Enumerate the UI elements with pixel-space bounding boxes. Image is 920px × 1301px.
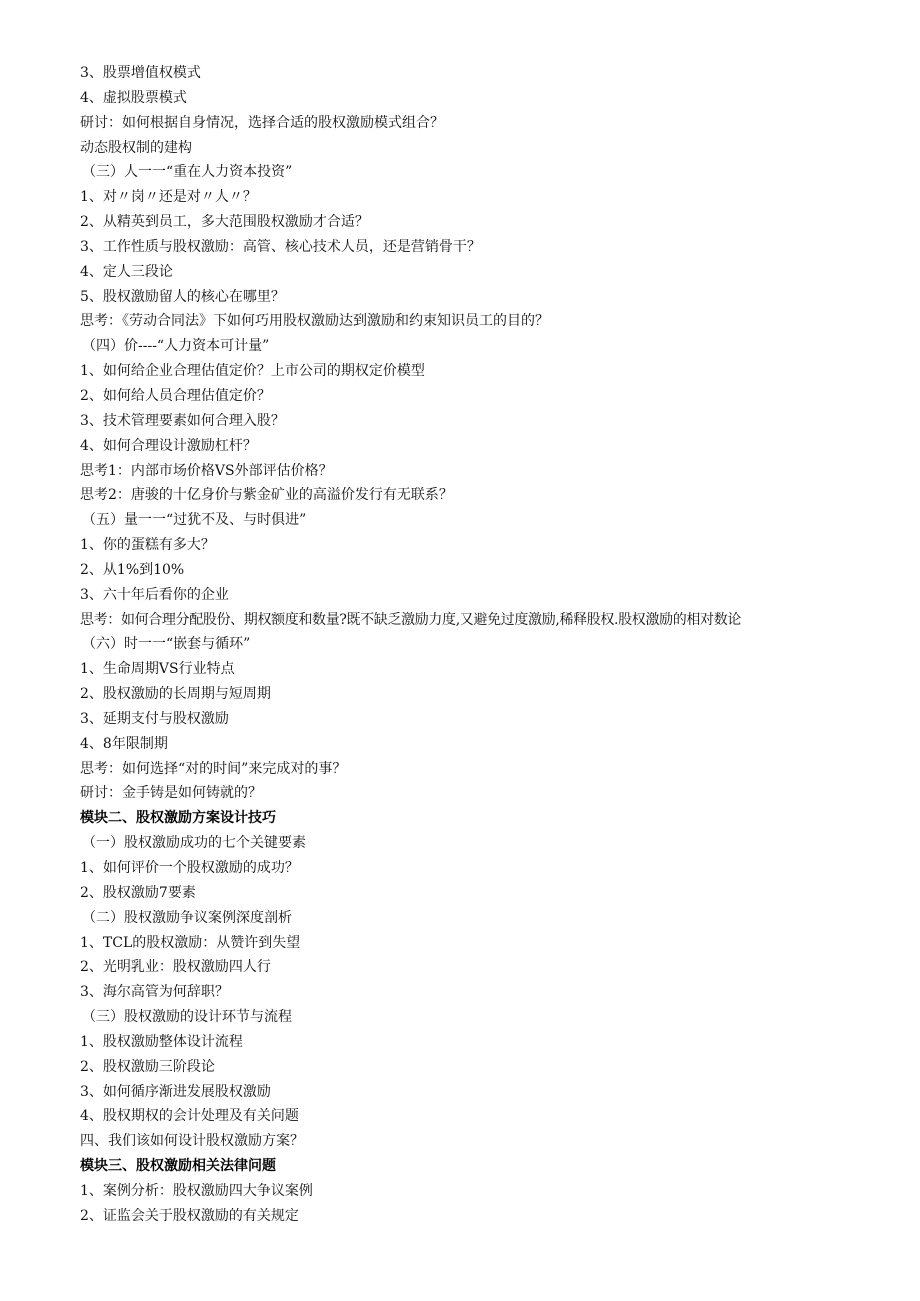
- text-line: 4、虚拟股票模式: [80, 89, 187, 106]
- text-line: 5、股权激励留人的核心在哪里？: [80, 288, 285, 305]
- text-line: 1、如何评价一个股权激励的成功？: [80, 860, 299, 876]
- subsection-heading: （六）时一一“嵌套与循环”: [82, 636, 251, 653]
- text-line: 3、如何循序渐进发展股权激励: [80, 1083, 271, 1100]
- text-line: 2、股权激励三阶段论: [80, 1058, 215, 1075]
- text-line: 3、海尔高管为何辞职？: [80, 984, 229, 1001]
- text-line: 4、如何合理设计激励杠杆？: [80, 437, 257, 454]
- text-line: 2、从精英到员工，多大范围股权激励才合适？: [80, 214, 369, 231]
- text-line: 思考：如何选择“对的时间”来完成对的事？: [80, 760, 347, 777]
- text-line: 1、你的蛋糕有多大？: [80, 537, 215, 554]
- text-line: 1、生命周期VS行业特点: [80, 661, 235, 678]
- text-line: 3、股票增值权模式: [80, 65, 201, 81]
- subsection-heading: （三）人一一“重在人力资本投资”: [82, 164, 293, 181]
- text-line: 研讨：金手铸是如何铸就的？: [80, 785, 262, 802]
- subsection-heading: （三）股权激励的设计环节与流程: [82, 1009, 292, 1026]
- text-line: 1、TCL的股权激励：从赞许到失望: [80, 934, 301, 951]
- text-line: 2、从1%到10%: [80, 561, 185, 578]
- text-line: 四、我们该如何设计股权激励方案？: [80, 1133, 304, 1150]
- text-line: 2、证监会关于股权激励的有关规定: [80, 1207, 299, 1224]
- subsection-heading: （五）量一一“过犹不及、与时俱进”: [82, 512, 307, 529]
- text-line: 1、对〃岗〃还是对〃人〃？: [80, 189, 257, 206]
- text-line: 2、股权激励的长周期与短周期: [80, 686, 271, 703]
- text-line: 2、如何给人员合理估值定价？: [80, 387, 271, 404]
- text-line: 4、定人三段论: [80, 263, 173, 280]
- subsection-heading: （二）股权激励争议案例深度剖析: [82, 909, 292, 926]
- module-heading: 模块三、股权激励相关法律问题: [80, 1158, 276, 1175]
- text-line: 动态股权制的建构: [80, 139, 192, 156]
- text-line: 思考2：唐骏的十亿身价与紫金矿业的高溢价发行有无联系？: [80, 487, 453, 504]
- text-line: 研讨：如何根据自身情况，选择合适的股权激励模式组合？: [80, 114, 444, 131]
- text-line: 4、股权期权的会计处理及有关问题: [80, 1108, 299, 1125]
- text-line: 3、六十年后看你的企业: [80, 586, 229, 603]
- document-body: [80, 61, 880, 1229]
- subsection-heading: （四）价----“人力资本可计量”: [82, 338, 270, 355]
- text-line: 1、案例分析：股权激励四大争议案例: [80, 1182, 313, 1199]
- text-line: 思考：如何合理分配股份、期权额度和数量?既不缺乏激励力度,又避免过度激励,稀释股权.股权激励的相对数论: [80, 611, 742, 628]
- module-heading: 模块二、股权激励方案设计技巧: [80, 810, 276, 827]
- text-line: 3、延期支付与股权激励: [80, 710, 229, 727]
- text-line: 1、股权激励整体设计流程: [80, 1033, 243, 1050]
- text-line: 3、技术管理要素如何合理入股？: [80, 412, 285, 429]
- text-line: 2、股权激励7要素: [80, 884, 196, 901]
- text-line: 2、光明乳业：股权激励四人行: [80, 959, 271, 976]
- text-line: 1、如何给企业合理估值定价？上市公司的期权定价模型: [80, 363, 425, 380]
- text-line: 3、工作性质与股权激励：高管、核心技术人员，还是营销骨干？: [80, 238, 481, 255]
- text-line: 思考1：内部市场价格VS外部评估价格？: [80, 462, 333, 479]
- subsection-heading: （一）股权激励成功的七个关键要素: [82, 835, 306, 852]
- text-line: 4、8年限制期: [80, 735, 168, 752]
- text-line: 思考：《劳动合同法》下如何巧用股权激励达到激励和约束知识员工的目的？: [80, 313, 549, 330]
